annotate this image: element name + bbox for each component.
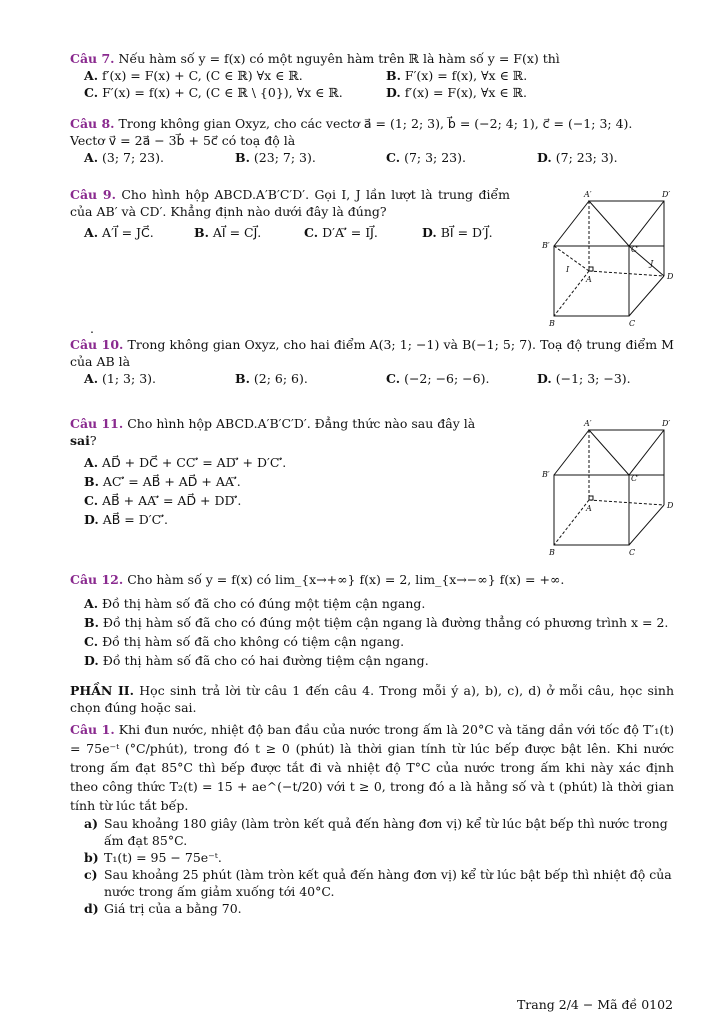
option-b[interactable]: B. (23; 7; 3).	[235, 150, 316, 165]
option-d[interactable]: D. (−1; 3; −3).	[537, 371, 631, 386]
label-c1: C′	[631, 245, 639, 254]
option-d[interactable]: D. (7; 23; 3).	[537, 150, 618, 165]
question-10	[70, 336, 674, 387]
label-b1: B′	[542, 470, 550, 479]
question-stem-2: Vectơ v⃗ = 2a⃗ − 3b⃗ + 5c⃗ có toạ độ là	[70, 133, 296, 148]
option-d[interactable]: D. AB⃗ = D′C′⃗.	[84, 512, 168, 527]
label-a1: A′	[584, 419, 592, 428]
option-b[interactable]: B. (2; 6; 6).	[235, 371, 308, 386]
page-footer: Trang 2/4 − Mã đề 0102	[516, 997, 673, 1012]
question-label: Câu 7.	[70, 51, 115, 66]
question-stem: Nếu hàm số y = f(x) có một nguyên hàm trên ℝ là hàm số y = F(x) thì	[118, 51, 560, 66]
option-d[interactable]: D. f′(x) = F(x), ∀x ∈ ℝ.	[386, 85, 527, 100]
part-2-title: PHẦN II.	[70, 683, 135, 698]
statement-b[interactable]: b) T₁(t) = 95 − 75e⁻ᵗ.	[84, 850, 222, 865]
option-c[interactable]: C. (−2; −6; −6).	[386, 371, 490, 386]
question-7	[70, 50, 674, 101]
statement-c[interactable]: c) Sau khoảng 25 phút (làm tròn kết quả đến hàng đơn vị) kể từ lúc bật bếp thì nhiệt độ của nước trong ấm giảm xuống tới 40°C.	[84, 867, 672, 899]
option-b[interactable]: B. AI⃗ = CJ⃗.	[194, 225, 262, 240]
option-a[interactable]: A. AD⃗ + DC⃗ + CC′⃗ = AD′⃗ + D′C′⃗.	[84, 455, 287, 470]
option-a[interactable]: A. f′(x) = F(x) + C, (C ∈ ℝ) ∀x ∈ ℝ.	[84, 68, 303, 83]
question-stem: Cho hình hộp ABCD.A′B′C′D′. Gọi I, J lần lượt là trung điểm của AB′ và CD′. Khẳng định nào dưới đây là đúng?	[70, 187, 510, 219]
label-c1: C′	[631, 474, 639, 483]
option-b[interactable]: B. AC′⃗ = AB⃗ + AD⃗ + AA′⃗.	[84, 474, 241, 489]
statement-a[interactable]: a) Sau khoảng 180 giây (làm tròn kết quả đến hàng đơn vị) kể từ lúc bật bếp thì nước trong ấm đạt 85°C.	[84, 816, 668, 848]
question-label: Câu 12.	[70, 572, 124, 587]
cube-diagram	[524, 186, 674, 326]
question-stem: Trong không gian Oxyz, cho các vectơ a⃗ = (1; 2; 3), b⃗ = (−2; 4; 1), c⃗ = (−1; 3; 4).	[118, 116, 633, 131]
part-2-intro	[70, 682, 674, 716]
question-label: Câu 10.	[70, 337, 124, 352]
label-b1: B′	[542, 241, 550, 250]
option-b[interactable]: B. Đồ thị hàm số đã cho có đúng một tiệm cận ngang là đường thẳng có phương trình x = 2.	[84, 615, 669, 630]
label-j: J	[650, 259, 654, 268]
label-b: B	[549, 548, 555, 555]
cube-diagram	[524, 415, 674, 555]
question-stem: Cho hàm số y = f(x) có lim_{x→+∞} f(x) = 2, lim_{x→−∞} f(x) = +∞.	[127, 572, 565, 587]
question-9	[70, 186, 674, 336]
label-c: C	[629, 319, 636, 326]
label-a: A	[586, 275, 592, 284]
option-c[interactable]: C. D′A′⃗ = IJ⃗.	[304, 225, 378, 240]
option-a[interactable]: A. Đồ thị hàm số đã cho có đúng một tiệm cận ngang.	[84, 596, 426, 611]
statement-d[interactable]: d) Giá trị của a bằng 70.	[84, 901, 242, 916]
label-c: C	[629, 548, 636, 555]
question-label: Câu 9.	[70, 187, 116, 202]
label-d1: D′	[662, 190, 671, 199]
label-b: B	[549, 319, 555, 326]
cube-figure-1	[524, 186, 674, 336]
question-12	[70, 571, 674, 670]
question-stem-bold: sai	[70, 433, 90, 448]
label-a1: A′	[584, 190, 592, 199]
option-c[interactable]: C. Đồ thị hàm số đã cho không có tiệm cận ngang.	[84, 634, 405, 649]
option-b[interactable]: B. F′(x) = f(x), ∀x ∈ ℝ.	[386, 68, 528, 83]
question-label: Câu 11.	[70, 416, 124, 431]
option-c[interactable]: C. AB⃗ + AA′⃗ = AD⃗ + DD′⃗.	[84, 493, 242, 508]
stray-dot: .	[90, 321, 94, 336]
question-11: Câu 11. Cho hình hộp ABCD.A′B′C′D′. Đẳng thức nào sau đây là sai? A. AD⃗ + DC⃗ + CC′⃗ = AD′⃗ + D′C′⃗. B. AC′⃗ = AB⃗ + AD⃗ + AA′⃗. C. AB⃗ + AA′⃗ = AD⃗ + DD′⃗. D. AB⃗ = D′C′⃗. A′ D′ B′ C′ A B C D	[70, 415, 674, 565]
label-a: A	[586, 504, 592, 513]
label-d1: D′	[662, 419, 671, 428]
label-d: D	[667, 501, 674, 510]
option-d[interactable]: D. BI⃗ = D′J⃗.	[422, 225, 493, 240]
cube-figure-2	[524, 415, 674, 565]
question-label: Câu 1.	[70, 722, 115, 737]
label-d: D	[667, 272, 674, 281]
question-stem: Cho hình hộp ABCD.A′B′C′D′. Đẳng thức nào sau đây là	[127, 416, 476, 431]
option-a[interactable]: A. (1; 3; 3).	[84, 371, 157, 386]
part-2-text: Học sinh trả lời từ câu 1 đến câu 4. Trong mỗi ý a), b), c), d) ở mỗi câu, học sinh chọn đúng hoặc sai.	[70, 683, 674, 715]
question-label: Câu 8.	[70, 116, 115, 131]
exam-page	[70, 50, 674, 921]
option-c[interactable]: C. F′(x) = f(x) + C, (C ∈ ℝ \ {0}), ∀x ∈ ℝ.	[84, 85, 343, 100]
option-a[interactable]: A. (3; 7; 23).	[84, 150, 164, 165]
question-stem: Trong không gian Oxyz, cho hai điểm A(3; 1; −1) và B(−1; 5; 7). Toạ độ trung điểm M của AB là	[70, 337, 674, 369]
option-a[interactable]: A. A′I⃗ = JC⃗.	[84, 225, 154, 240]
part-2-question-1	[70, 720, 674, 917]
question-8	[70, 115, 674, 166]
label-i: I	[566, 265, 570, 274]
question-stem: Khi đun nước, nhiệt độ ban đầu của nước trong ấm là 20°C và tăng dần với tốc độ T′₁(t) = 75e⁻ᵗ (°C/phút), trong đó t ≥ 0 (phút) là thời gian tính từ lúc bếp được bật lên. Khi nước trong ấm đạt 85°C thì bếp được tắt đi và nhiệt độ T°C của nước trong ấm khi này xác định theo công thức T₂(t) = 15 + ae^(−t/20) với t ≥ 0, trong đó a là hằng số và t (phút) là thời gian tính từ lúc tắt bếp.	[70, 722, 674, 813]
option-c[interactable]: C. (7; 3; 23).	[386, 150, 466, 165]
option-d[interactable]: D. Đồ thị hàm số đã cho có hai đường tiệm cận ngang.	[84, 653, 429, 668]
